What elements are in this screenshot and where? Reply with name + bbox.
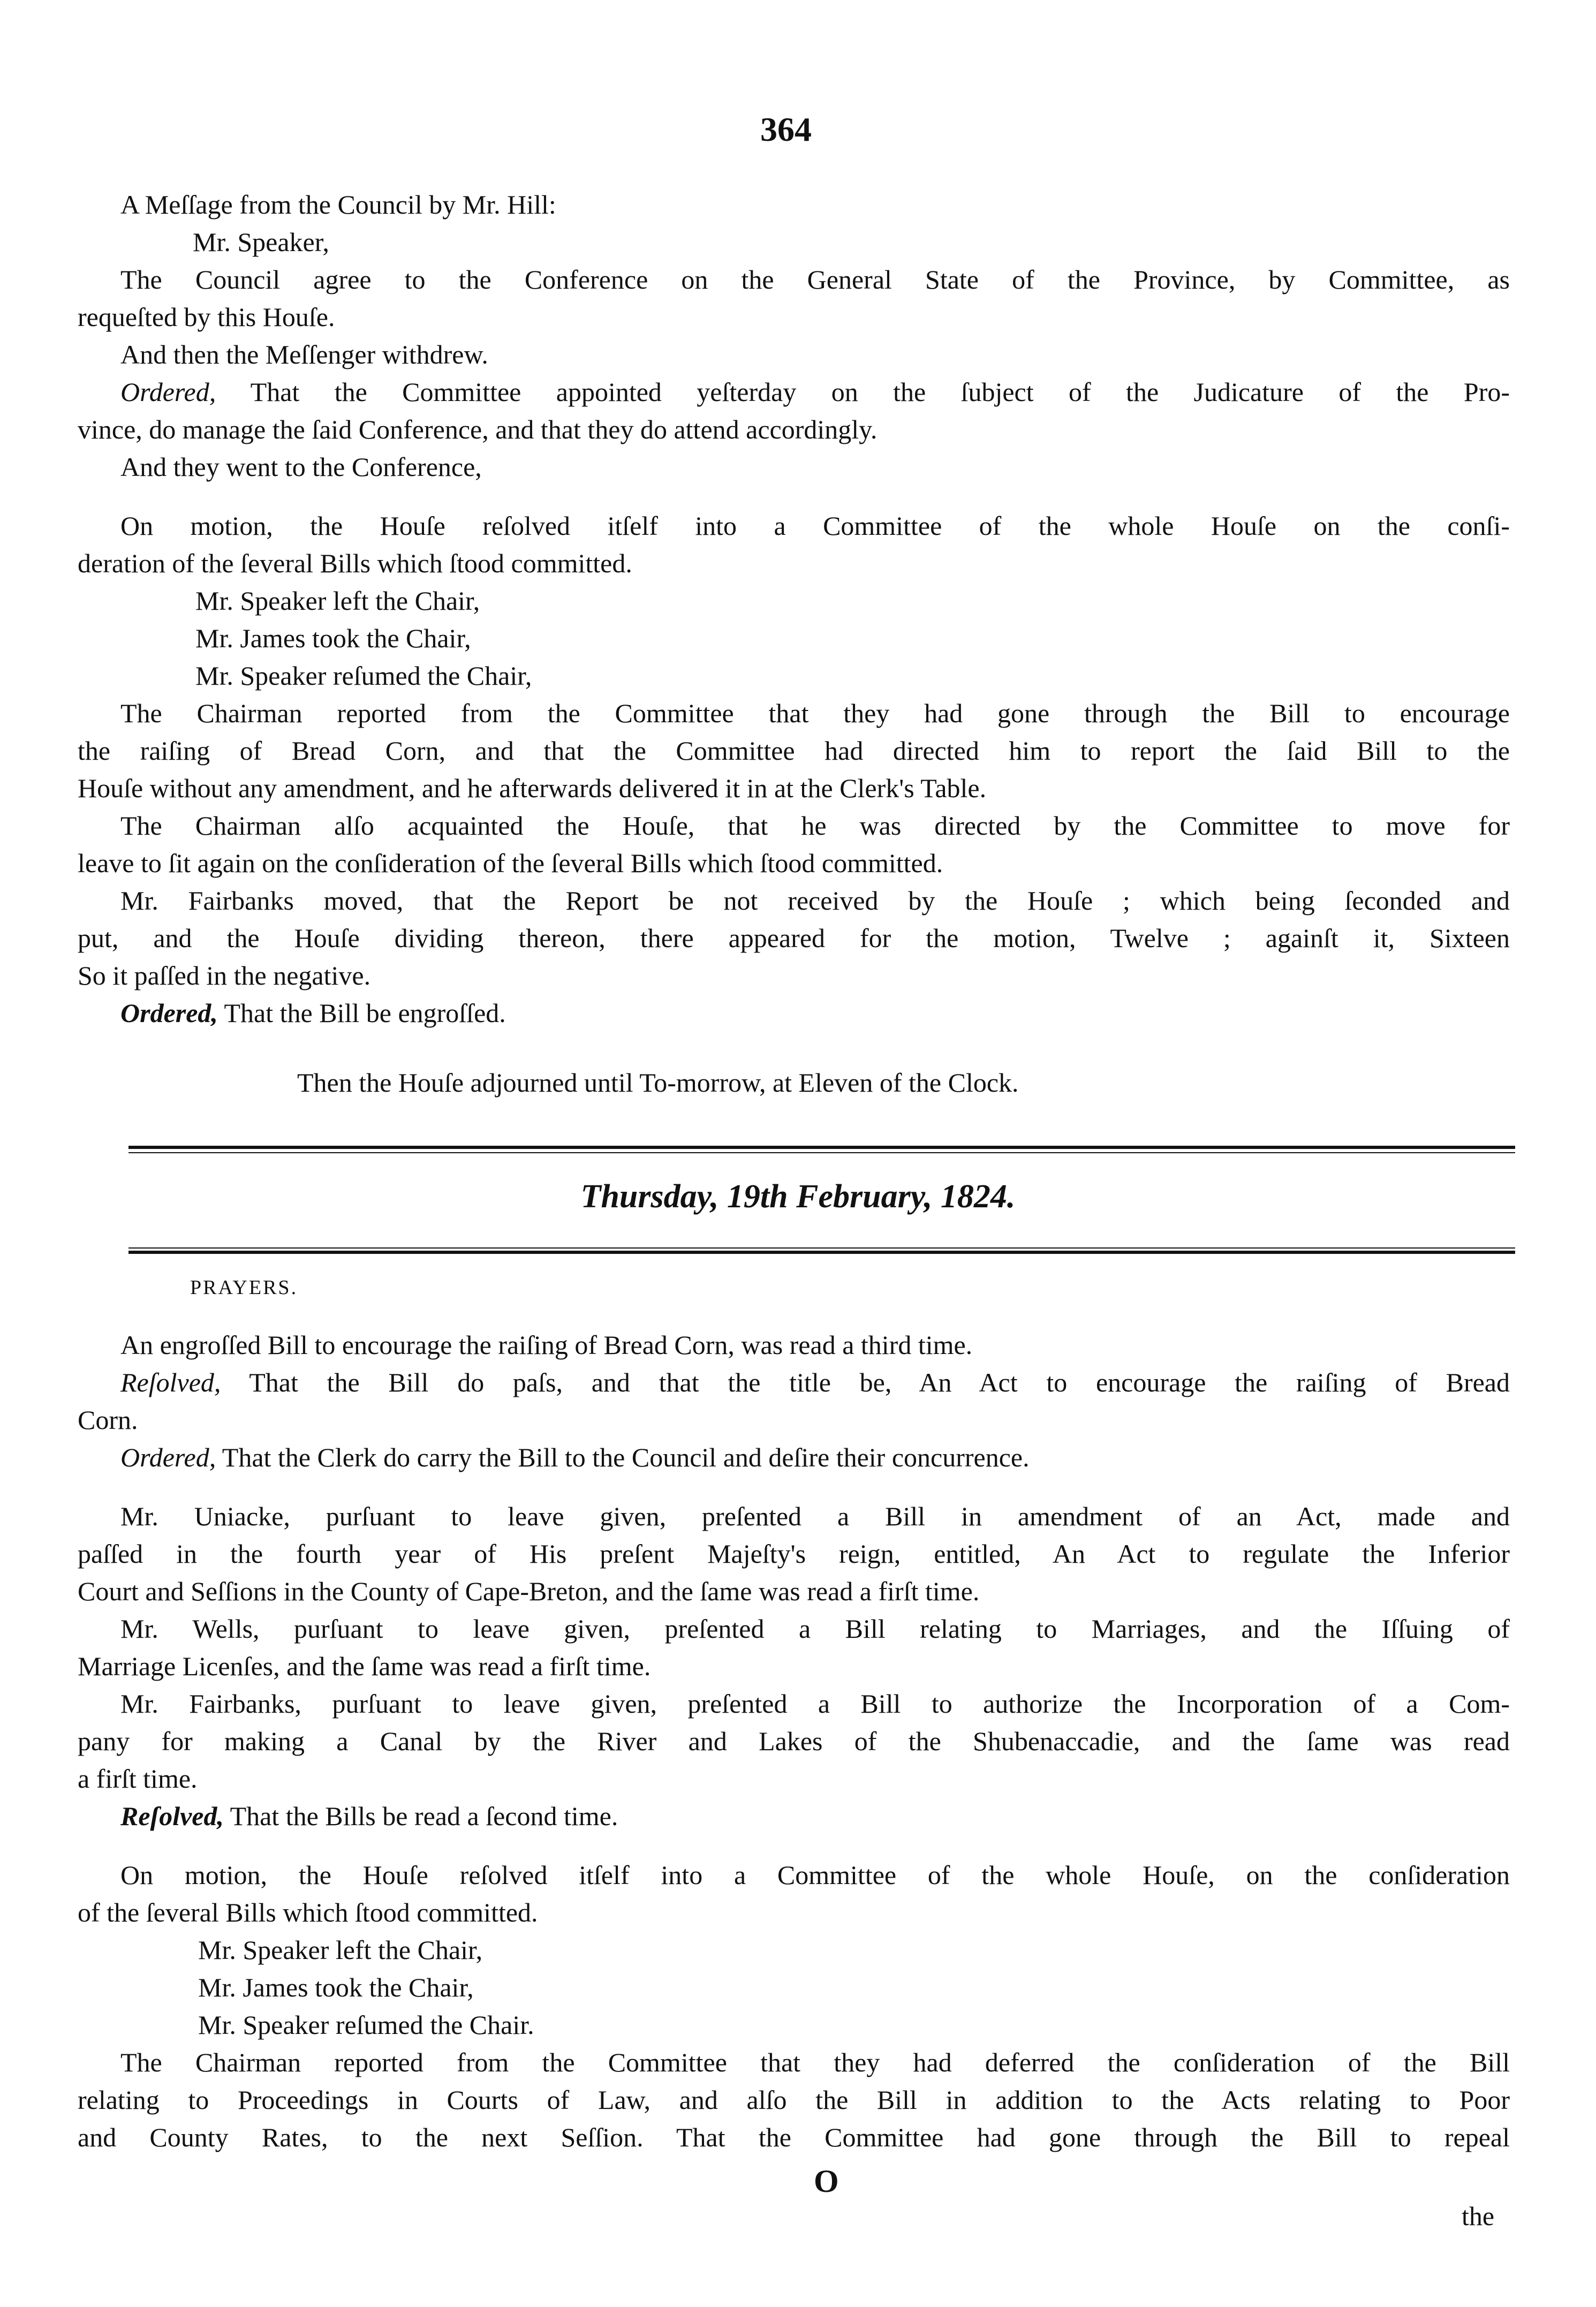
date-heading-text: Thursday, 19th February, 1824. bbox=[580, 1178, 1016, 1215]
text-line: Mr. Wells, purſuant to leave given, preſented a Bill relating to Marriages, and the Iſſuing of bbox=[120, 1614, 1510, 1644]
text-line: a firſt time. bbox=[78, 1764, 198, 1794]
text-line: requeſted by this Houſe. bbox=[78, 302, 335, 332]
ordered-label: Ordered, bbox=[120, 1442, 216, 1472]
prayers-heading: PRAYERS. bbox=[190, 1276, 298, 1299]
date-heading bbox=[0, 1178, 1596, 1216]
text-span: That the Committee appointed yeſterday on the ſubject of the Judicature of the Pro- bbox=[216, 377, 1510, 407]
text-line: put, and the Houſe dividing thereon, there appeared for the motion, Twelve ; againſt it, Sixteen bbox=[78, 923, 1510, 953]
text-line: The Chairman reported from the Committee that they had deferred the conſideration of the Bill bbox=[120, 2047, 1510, 2077]
signature-mark: O bbox=[814, 2164, 839, 2199]
message-heading: A Meſſage from the Council by Mr. Hill: bbox=[120, 190, 556, 220]
text-line: The Chairman reported from the Committee that they had gone through the Bill to encourage bbox=[120, 698, 1510, 728]
text-line: On motion, the Houſe reſolved itſelf into a Committee of the whole Houſe, on the conſideration bbox=[120, 1860, 1510, 1890]
text-line: relating to Proceedings in Courts of Law, and alſo the Bill in addition to the Acts relating to Poor bbox=[78, 2085, 1510, 2115]
text-line: The Chairman alſo acquainted the Houſe, that he was directed by the Committee to move for bbox=[120, 811, 1510, 841]
text-line: Mr. Fairbanks, purſuant to leave given, preſented a Bill to authorize the Incorporation of a Com- bbox=[120, 1689, 1510, 1719]
text-span: That the Clerk do carry the Bill to the Council and deſire their concurrence. bbox=[216, 1442, 1030, 1472]
text-line: An engroſſed Bill to encourage the raiſing of Bread Corn, was read a third time. bbox=[120, 1330, 973, 1360]
text-line bbox=[120, 376, 1510, 408]
chair-line: Mr. Speaker left the Chair, bbox=[195, 586, 480, 616]
text-line: Corn. bbox=[78, 1405, 138, 1435]
text-line: Mr. Fairbanks moved, that the Report be not received by the Houſe ; which being ſeconded and bbox=[120, 886, 1510, 916]
text-line: pany for making a Canal by the River and Lakes of the Shubenaccadie, and the ſame was read bbox=[78, 1726, 1510, 1756]
text-line: The Council agree to the Conference on the General State of the Province, by Committee, as bbox=[120, 264, 1510, 294]
text-span: That the Bill be engroſſed. bbox=[217, 998, 506, 1028]
chair-line: Mr. Speaker left the Chair, bbox=[198, 1935, 483, 1965]
rule-top bbox=[128, 1146, 1515, 1149]
resolved-label: Reſolved, bbox=[120, 1367, 221, 1397]
text-span: That the Bill do paſs, and that the title be, An Act to encourage the raiſing of Bread bbox=[221, 1367, 1510, 1397]
chair-line: Mr. Speaker reſumed the Chair, bbox=[195, 661, 532, 691]
text-line: paſſed in the fourth year of His preſent Majeſty's reign, entitled, An Act to regulate the Inferior bbox=[78, 1539, 1510, 1569]
text-line: and County Rates, to the next Seſſion. That the Committee had gone through the Bill to repeal bbox=[78, 2122, 1510, 2152]
text-line: On motion, the Houſe reſolved itſelf into a Committee of the whole Houſe on the conſi- bbox=[120, 511, 1510, 541]
text-line: of the ſeveral Bills which ſtood committed. bbox=[78, 1897, 538, 1927]
text-line: And then the Meſſenger withdrew. bbox=[120, 339, 488, 369]
catchword: the bbox=[1462, 2201, 1495, 2231]
resolved-label: Reſolved, bbox=[120, 1801, 224, 1831]
text-line bbox=[120, 1366, 1510, 1398]
adjournment-line: Then the Houſe adjourned until To-morrow, at Eleven of the Clock. bbox=[297, 1068, 1019, 1098]
text-line: the raiſing of Bread Corn, and that the Committee had directed him to report the ſaid Bill to the bbox=[78, 736, 1510, 766]
text-line: vince, do manage the ſaid Conference, and that they do attend accordingly. bbox=[78, 414, 878, 444]
text-line: deration of the ſeveral Bills which ſtood committed. bbox=[78, 548, 632, 578]
text-line: Marriage Licenſes, and the ſame was read a firſt time. bbox=[78, 1651, 651, 1681]
text-line bbox=[120, 1800, 618, 1832]
chair-line: Mr. Speaker reſumed the Chair. bbox=[198, 2010, 534, 2040]
rule-top-thin bbox=[128, 1152, 1515, 1153]
text-line: leave to ſit again on the conſideration of the ſeveral Bills which ſtood committed. bbox=[78, 848, 943, 878]
rule-bottom bbox=[128, 1251, 1515, 1254]
text-line: Mr. Uniacke, purſuant to leave given, preſented a Bill in amendment of an Act, made and bbox=[120, 1501, 1510, 1531]
text-line: Court and Seſſions in the County of Cape-Breton, and the ſame was read a firſt time. bbox=[78, 1576, 980, 1606]
ordered-label: Ordered, bbox=[120, 998, 218, 1028]
ordered-label: Ordered, bbox=[120, 377, 216, 407]
text-line bbox=[120, 997, 506, 1029]
text-line: So it paſſed in the negative. bbox=[78, 960, 371, 990]
salutation: Mr. Speaker, bbox=[193, 227, 329, 257]
chair-line: Mr. James took the Chair, bbox=[198, 1972, 474, 2002]
text-span: That the Bills be read a ſecond time. bbox=[223, 1801, 618, 1831]
page-number: 364 bbox=[760, 110, 812, 148]
text-line: And they went to the Conference, bbox=[120, 452, 482, 482]
text-line bbox=[120, 1441, 1030, 1473]
rule-bottom-thin bbox=[128, 1247, 1515, 1249]
text-line: Houſe without any amendment, and he afterwards delivered it in at the Clerk's Table. bbox=[78, 773, 987, 803]
chair-line: Mr. James took the Chair, bbox=[195, 623, 471, 653]
